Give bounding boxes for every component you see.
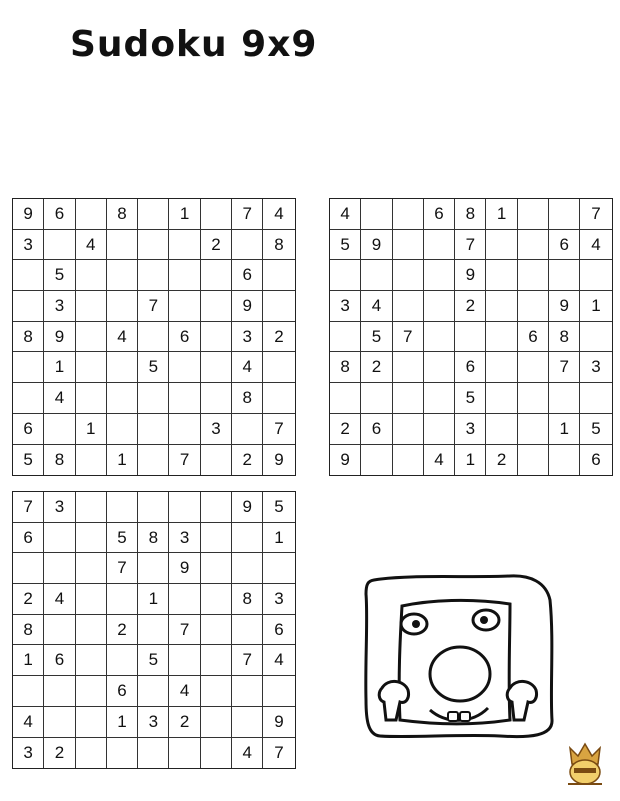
sudoku-cell: 6 bbox=[13, 414, 44, 445]
sudoku-cell[interactable] bbox=[263, 553, 294, 584]
sudoku-cell[interactable] bbox=[138, 676, 169, 707]
sudoku-cell: 8 bbox=[13, 615, 44, 646]
sudoku-cell: 4 bbox=[232, 352, 263, 383]
sudoku-cell[interactable] bbox=[76, 584, 107, 615]
sudoku-cell[interactable] bbox=[201, 383, 232, 414]
sudoku-cell: 9 bbox=[330, 445, 361, 476]
sudoku-cell: 1 bbox=[76, 414, 107, 445]
sudoku-cell: 9 bbox=[232, 291, 263, 322]
sudoku-cell[interactable] bbox=[424, 322, 455, 353]
sudoku-cell: 1 bbox=[169, 199, 200, 230]
sudoku-cell[interactable] bbox=[518, 414, 549, 445]
sudoku-cell: 9 bbox=[361, 230, 392, 261]
sudoku-cell[interactable] bbox=[393, 352, 424, 383]
sudoku-cell[interactable] bbox=[486, 230, 517, 261]
sudoku-cell: 3 bbox=[455, 414, 486, 445]
sudoku-cell[interactable] bbox=[76, 553, 107, 584]
sudoku-cell[interactable] bbox=[138, 383, 169, 414]
sudoku-cell[interactable] bbox=[138, 615, 169, 646]
sudoku-cell[interactable] bbox=[13, 291, 44, 322]
sudoku-cell: 2 bbox=[263, 322, 294, 353]
sudoku-cell[interactable] bbox=[393, 414, 424, 445]
sudoku-cell: 6 bbox=[107, 676, 138, 707]
sudoku-cell[interactable] bbox=[518, 352, 549, 383]
sudoku-cell[interactable] bbox=[107, 492, 138, 523]
sudoku-cell: 7 bbox=[393, 322, 424, 353]
sudoku-cell[interactable] bbox=[76, 492, 107, 523]
sudoku-cell[interactable] bbox=[107, 230, 138, 261]
sudoku-cell[interactable] bbox=[44, 553, 75, 584]
sudoku-cell: 6 bbox=[518, 322, 549, 353]
sudoku-cell: 4 bbox=[76, 230, 107, 261]
sudoku-cell: 2 bbox=[44, 738, 75, 769]
sudoku-cell[interactable] bbox=[232, 553, 263, 584]
sudoku-cell[interactable] bbox=[138, 553, 169, 584]
sudoku-cell[interactable] bbox=[263, 260, 294, 291]
sudoku-cell[interactable] bbox=[107, 291, 138, 322]
sudoku-cell: 8 bbox=[13, 322, 44, 353]
sudoku-cell[interactable] bbox=[549, 383, 580, 414]
sudoku-cell: 5 bbox=[263, 492, 294, 523]
sudoku-cell[interactable] bbox=[169, 584, 200, 615]
sudoku-cell[interactable] bbox=[580, 260, 611, 291]
sudoku-cell: 7 bbox=[13, 492, 44, 523]
sudoku-cell: 3 bbox=[263, 584, 294, 615]
sudoku-cell[interactable] bbox=[518, 445, 549, 476]
sudoku-cell[interactable] bbox=[263, 383, 294, 414]
sudoku-cell[interactable] bbox=[107, 383, 138, 414]
sudoku-cell[interactable] bbox=[232, 230, 263, 261]
sudoku-cell[interactable] bbox=[169, 230, 200, 261]
sudoku-cell: 8 bbox=[455, 199, 486, 230]
sudoku-cell: 1 bbox=[455, 445, 486, 476]
sudoku-cell: 1 bbox=[107, 707, 138, 738]
sudoku-cell[interactable] bbox=[201, 738, 232, 769]
sudoku-cell[interactable] bbox=[393, 230, 424, 261]
sudoku-cell[interactable] bbox=[424, 230, 455, 261]
sudoku-cell[interactable] bbox=[138, 738, 169, 769]
sudoku-cell[interactable] bbox=[76, 352, 107, 383]
sudoku-cell[interactable] bbox=[138, 230, 169, 261]
sudoku-grid-2 bbox=[329, 198, 613, 476]
sudoku-cell[interactable] bbox=[76, 738, 107, 769]
sudoku-cell: 7 bbox=[274, 742, 284, 762]
sudoku-cell[interactable] bbox=[201, 492, 232, 523]
sudoku-cell: 2 bbox=[232, 445, 263, 476]
sudoku-cell: 6 bbox=[424, 199, 455, 230]
sudoku-cell: 8 bbox=[232, 383, 263, 414]
sudoku-cell: 6 bbox=[44, 645, 75, 676]
sudoku-cell: 4 bbox=[263, 645, 294, 676]
sudoku-cell[interactable] bbox=[76, 707, 107, 738]
sudoku-cell[interactable] bbox=[44, 707, 75, 738]
sudoku-cell[interactable] bbox=[549, 445, 580, 476]
sudoku-cell: 1 bbox=[486, 199, 517, 230]
sudoku-cell: 1 bbox=[13, 645, 44, 676]
sudoku-cell[interactable] bbox=[424, 291, 455, 322]
sudoku-cell[interactable] bbox=[486, 291, 517, 322]
sudoku-cell: 4 bbox=[580, 230, 611, 261]
sudoku-cell: 7 bbox=[232, 199, 263, 230]
sudoku-cell: 4 bbox=[232, 738, 263, 769]
sudoku-cell[interactable] bbox=[330, 260, 361, 291]
sudoku-cell: 6 bbox=[263, 615, 294, 646]
sudoku-cell[interactable] bbox=[201, 322, 232, 353]
sudoku-cell: 2 bbox=[486, 445, 517, 476]
sudoku-cell: 4 bbox=[169, 676, 200, 707]
sudoku-cell: 9 bbox=[549, 291, 580, 322]
sudoku-cell[interactable] bbox=[330, 383, 361, 414]
sudoku-cell[interactable] bbox=[518, 230, 549, 261]
sudoku-cell[interactable] bbox=[393, 383, 424, 414]
sudoku-cell: 2 bbox=[201, 230, 232, 261]
sudoku-cell[interactable] bbox=[13, 260, 44, 291]
sudoku-cell: 3 bbox=[330, 291, 361, 322]
sudoku-cell[interactable] bbox=[138, 199, 169, 230]
sudoku-cell: 9 bbox=[44, 322, 75, 353]
sudoku-cell[interactable] bbox=[518, 383, 549, 414]
sudoku-cell[interactable] bbox=[76, 260, 107, 291]
sudoku-cell[interactable] bbox=[76, 523, 107, 554]
sudoku-grid-3 bbox=[12, 491, 296, 769]
sudoku-cell: 3 bbox=[44, 492, 75, 523]
sudoku-cell[interactable] bbox=[518, 199, 549, 230]
sudoku-cell[interactable] bbox=[518, 291, 549, 322]
sudoku-cell[interactable] bbox=[393, 199, 424, 230]
sudoku-cell: 2 bbox=[169, 707, 200, 738]
sudoku-cell: 7 bbox=[549, 352, 580, 383]
sudoku-cell: 4 bbox=[263, 199, 294, 230]
sudoku-cell: 3 bbox=[580, 352, 611, 383]
sudoku-cell: 3 bbox=[201, 414, 232, 445]
sudoku-cell: 3 bbox=[44, 291, 75, 322]
sudoku-cell: 7 bbox=[169, 615, 200, 646]
sudoku-cell: 6 bbox=[232, 260, 263, 291]
sudoku-cell[interactable] bbox=[138, 260, 169, 291]
sudoku-cell: 4 bbox=[13, 707, 44, 738]
sudoku-cell: 9 bbox=[13, 199, 44, 230]
sudoku-cell: 5 bbox=[330, 230, 361, 261]
sudoku-cell: 4 bbox=[330, 199, 361, 230]
sudoku-cell[interactable] bbox=[486, 352, 517, 383]
sudoku-cell: 1 bbox=[138, 584, 169, 615]
page-title: Sudoku 9x9 bbox=[70, 24, 318, 65]
sudoku-cell[interactable] bbox=[361, 260, 392, 291]
sudoku-cell[interactable] bbox=[486, 414, 517, 445]
sudoku-cell[interactable] bbox=[13, 352, 44, 383]
sudoku-cell: 3 bbox=[169, 523, 200, 554]
sudoku-cell[interactable] bbox=[201, 523, 232, 554]
sudoku-cell: 8 bbox=[107, 199, 138, 230]
sudoku-cell: 5 bbox=[138, 645, 169, 676]
sudoku-cell[interactable] bbox=[138, 445, 169, 476]
sudoku-cell: 3 bbox=[13, 738, 44, 769]
sudoku-cell: 8 bbox=[330, 352, 361, 383]
sudoku-cell: 6 bbox=[455, 352, 486, 383]
sudoku-cell: 8 bbox=[44, 445, 75, 476]
sudoku-cell: 3 bbox=[13, 230, 44, 261]
sudoku-cell: 3 bbox=[232, 322, 263, 353]
sudoku-cell[interactable] bbox=[455, 322, 486, 353]
sudoku-cell[interactable] bbox=[486, 383, 517, 414]
sudoku-cell[interactable] bbox=[138, 322, 169, 353]
sudoku-cell[interactable] bbox=[44, 523, 75, 554]
sudoku-cell[interactable] bbox=[138, 414, 169, 445]
sudoku-cell[interactable] bbox=[393, 445, 424, 476]
sudoku-cell[interactable] bbox=[107, 645, 138, 676]
sudoku-cell: 2 bbox=[455, 291, 486, 322]
sudoku-cell: 2 bbox=[107, 615, 138, 646]
knight-helmet-icon bbox=[560, 740, 610, 790]
sudoku-cell[interactable] bbox=[424, 260, 455, 291]
sudoku-cell[interactable] bbox=[393, 291, 424, 322]
sudoku-cell[interactable] bbox=[44, 676, 75, 707]
sudoku-cell: 7 bbox=[138, 291, 169, 322]
sudoku-cell[interactable] bbox=[107, 260, 138, 291]
sudoku-cell: 1 bbox=[44, 352, 75, 383]
sudoku-cell[interactable] bbox=[44, 615, 75, 646]
sudoku-cell[interactable] bbox=[76, 291, 107, 322]
sudoku-cell: 2 bbox=[330, 414, 361, 445]
sudoku-cell[interactable] bbox=[76, 383, 107, 414]
sudoku-cell[interactable] bbox=[107, 352, 138, 383]
sudoku-cell[interactable] bbox=[518, 260, 549, 291]
sudoku-cell[interactable] bbox=[169, 383, 200, 414]
sudoku-cell[interactable] bbox=[424, 414, 455, 445]
sudoku-cell[interactable] bbox=[201, 260, 232, 291]
sudoku-cell: 8 bbox=[549, 322, 580, 353]
sudoku-cell[interactable] bbox=[76, 322, 107, 353]
sudoku-cell: 7 bbox=[455, 230, 486, 261]
sudoku-cell[interactable] bbox=[232, 523, 263, 554]
sudoku-cell[interactable] bbox=[232, 414, 263, 445]
sudoku-cell: 5 bbox=[13, 445, 44, 476]
sudoku-cell: 3 bbox=[138, 707, 169, 738]
sudoku-cell: 6 bbox=[361, 414, 392, 445]
sudoku-cell: 5 bbox=[361, 322, 392, 353]
sudoku-cell: 1 bbox=[549, 414, 580, 445]
sudoku-cell: 9 bbox=[232, 492, 263, 523]
sudoku-cell[interactable] bbox=[549, 260, 580, 291]
sudoku-cell[interactable] bbox=[201, 445, 232, 476]
sudoku-cell: 4 bbox=[107, 322, 138, 353]
sudoku-cell[interactable] bbox=[169, 414, 200, 445]
sudoku-cell: 5 bbox=[580, 414, 611, 445]
sudoku-cell: 5 bbox=[138, 352, 169, 383]
sudoku-cell[interactable] bbox=[393, 260, 424, 291]
sudoku-cell: 5 bbox=[44, 260, 75, 291]
sudoku-cell[interactable] bbox=[486, 260, 517, 291]
sudoku-cell: 7 bbox=[580, 199, 611, 230]
sudoku-cell[interactable] bbox=[201, 352, 232, 383]
sudoku-cell: 2 bbox=[13, 584, 44, 615]
sudoku-cell: 7 bbox=[107, 553, 138, 584]
sudoku-cell[interactable] bbox=[424, 383, 455, 414]
sudoku-cell[interactable] bbox=[201, 553, 232, 584]
sudoku-cell: 9 bbox=[274, 449, 284, 469]
sudoku-cell: 1 bbox=[263, 523, 294, 554]
sudoku-cell: 7 bbox=[232, 645, 263, 676]
sudoku-cell[interactable] bbox=[76, 645, 107, 676]
sudoku-cell[interactable] bbox=[361, 199, 392, 230]
sudoku-cell: 7 bbox=[263, 414, 294, 445]
sudoku-cell[interactable] bbox=[138, 492, 169, 523]
sudoku-cell[interactable] bbox=[76, 445, 107, 476]
sudoku-cell[interactable] bbox=[201, 584, 232, 615]
sudoku-cell: 6 bbox=[169, 322, 200, 353]
sudoku-cell[interactable] bbox=[330, 322, 361, 353]
sudoku-cell[interactable] bbox=[169, 260, 200, 291]
sudoku-cell[interactable] bbox=[169, 352, 200, 383]
sudoku-cell: 8 bbox=[138, 523, 169, 554]
sudoku-cell: 4 bbox=[44, 584, 75, 615]
sudoku-cell[interactable] bbox=[201, 707, 232, 738]
sudoku-cell[interactable] bbox=[169, 291, 200, 322]
sudoku-cell[interactable] bbox=[44, 414, 75, 445]
sudoku-cell[interactable] bbox=[201, 199, 232, 230]
sudoku-cell[interactable] bbox=[263, 291, 294, 322]
sudoku-cell[interactable] bbox=[76, 199, 107, 230]
sudoku-cell: 6 bbox=[44, 199, 75, 230]
sudoku-cell: 8 bbox=[263, 230, 294, 261]
sudoku-cell[interactable] bbox=[201, 676, 232, 707]
sudoku-cell: 8 bbox=[232, 584, 263, 615]
sudoku-cell[interactable] bbox=[107, 584, 138, 615]
sudoku-cell: 5 bbox=[455, 383, 486, 414]
sudoku-cell: 4 bbox=[424, 445, 455, 476]
sudoku-cell: 9 bbox=[455, 260, 486, 291]
sudoku-cell: 2 bbox=[361, 352, 392, 383]
monster-illustration bbox=[360, 570, 560, 742]
sudoku-cell[interactable] bbox=[201, 291, 232, 322]
sudoku-cell[interactable] bbox=[424, 352, 455, 383]
sudoku-cell[interactable] bbox=[107, 738, 138, 769]
sudoku-cell[interactable] bbox=[263, 676, 294, 707]
sudoku-cell[interactable] bbox=[232, 676, 263, 707]
sudoku-cell: 4 bbox=[44, 383, 75, 414]
sudoku-cell: 6 bbox=[591, 449, 601, 469]
sudoku-cell[interactable] bbox=[580, 383, 611, 414]
sudoku-cell[interactable] bbox=[361, 445, 392, 476]
sudoku-cell[interactable] bbox=[13, 553, 44, 584]
sudoku-cell[interactable] bbox=[76, 676, 107, 707]
sudoku-cell[interactable] bbox=[201, 615, 232, 646]
sudoku-cell: 6 bbox=[549, 230, 580, 261]
sudoku-cell[interactable] bbox=[580, 322, 611, 353]
sudoku-cell[interactable] bbox=[107, 414, 138, 445]
sudoku-cell: 9 bbox=[169, 553, 200, 584]
sudoku-cell[interactable] bbox=[13, 676, 44, 707]
sudoku-cell: 1 bbox=[580, 291, 611, 322]
sudoku-cell[interactable] bbox=[232, 615, 263, 646]
sudoku-cell: 6 bbox=[13, 523, 44, 554]
sudoku-grid-1 bbox=[12, 198, 296, 476]
sudoku-cell: 1 bbox=[107, 445, 138, 476]
sudoku-cell[interactable] bbox=[361, 383, 392, 414]
sudoku-cell[interactable] bbox=[549, 199, 580, 230]
sudoku-cell[interactable] bbox=[13, 383, 44, 414]
sudoku-cell[interactable] bbox=[76, 615, 107, 646]
sudoku-cell[interactable] bbox=[201, 645, 232, 676]
sudoku-cell[interactable] bbox=[44, 230, 75, 261]
sudoku-cell[interactable] bbox=[263, 352, 294, 383]
sudoku-cell[interactable] bbox=[486, 322, 517, 353]
sudoku-cell: 7 bbox=[169, 445, 200, 476]
sudoku-cell: 5 bbox=[107, 523, 138, 554]
sudoku-cell: 4 bbox=[361, 291, 392, 322]
sudoku-cell[interactable] bbox=[232, 707, 263, 738]
sudoku-cell[interactable] bbox=[169, 492, 200, 523]
sudoku-cell[interactable] bbox=[169, 645, 200, 676]
sudoku-cell[interactable] bbox=[169, 738, 200, 769]
sudoku-cell: 9 bbox=[263, 707, 294, 738]
